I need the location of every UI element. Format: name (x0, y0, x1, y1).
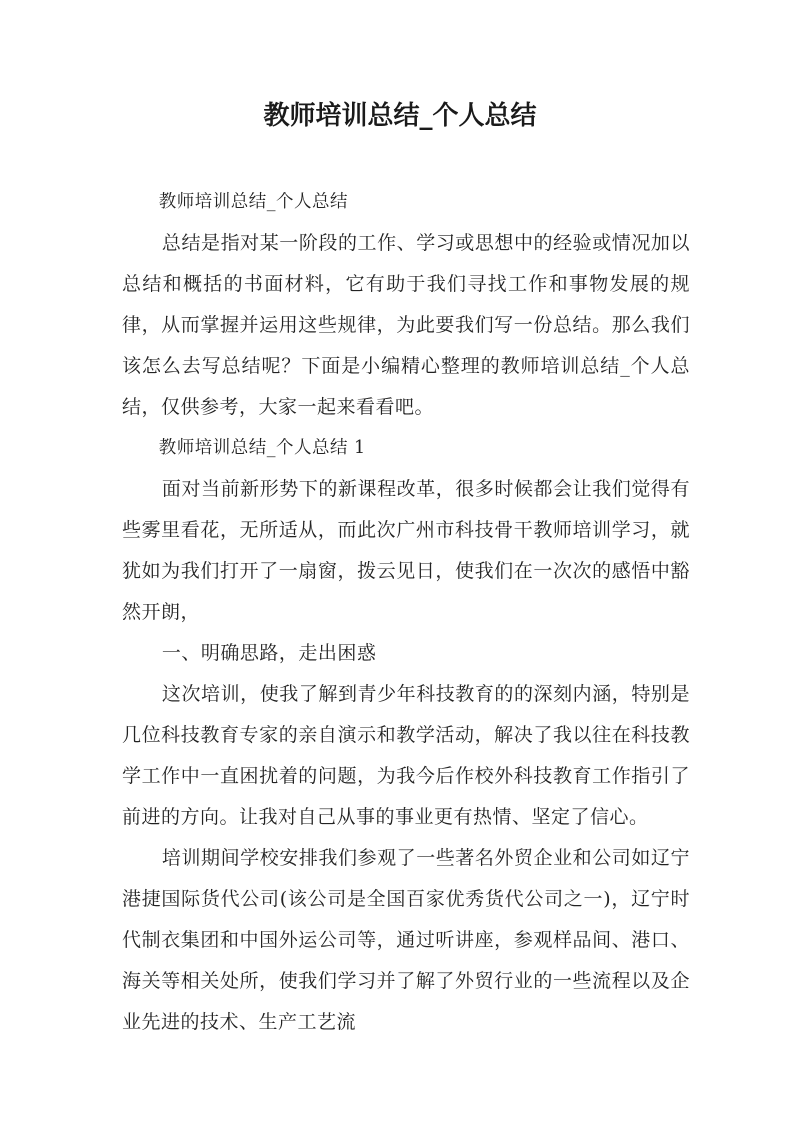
subheading-clear-thinking: 一、明确思路，走出困惑 (161, 642, 377, 664)
intro-heading: 教师培训总结_个人总结 (158, 192, 348, 212)
section-heading-1: 教师培训总结_个人总结 1 (158, 438, 366, 458)
document-body (122, 182, 690, 1043)
document-title: 教师培训总结_个人总结 (263, 101, 537, 131)
intro-paragraph: 总结是指对某一阶段的工作、学习或思想中的经验或情况加以总结和概括的书面材料，它有助于我们寻找工作和事物发展的规律，从而掌握并运用这些规律，为此要我们写一份总结。那么我们该怎么去写总结呢？下面是小编精心整理的教师培训总结_个人总结，仅供参考，大家一起来看看吧。 (122, 232, 690, 418)
training-paragraph: 这次培训，使我了解到青少年科技教育的的深刻内涵，特别是几位科技教育专家的亲自演示和教学活动，解决了我以往在科技教学工作中一直困扰着的问题，为我今后作校外科技教育工作指引了前进的方向。让我对自己从事的事业更有热情、坚定了信心。 (122, 683, 690, 828)
section-1-paragraph: 面对当前新形势下的新课程改革，很多时候都会让我们觉得有些雾里看花，无所适从，而此次广州市科技骨干教师培训学习，就犹如为我们打开了一扇窗，拨云见日，使我们在一次次的感悟中豁然开朗， (122, 478, 690, 623)
visit-paragraph: 培训期间学校安排我们参观了一些著名外贸企业和公司如辽宁港捷国际货代公司(该公司是全国百家优秀货代公司之一)，辽宁时代制衣集团和中国外运公司等，通过听讲座，参观样品间、港口、海关等相关处所，使我们学习并了解了外贸行业的一些流程以及企业先进的技术、生产工艺流 (122, 847, 690, 1033)
